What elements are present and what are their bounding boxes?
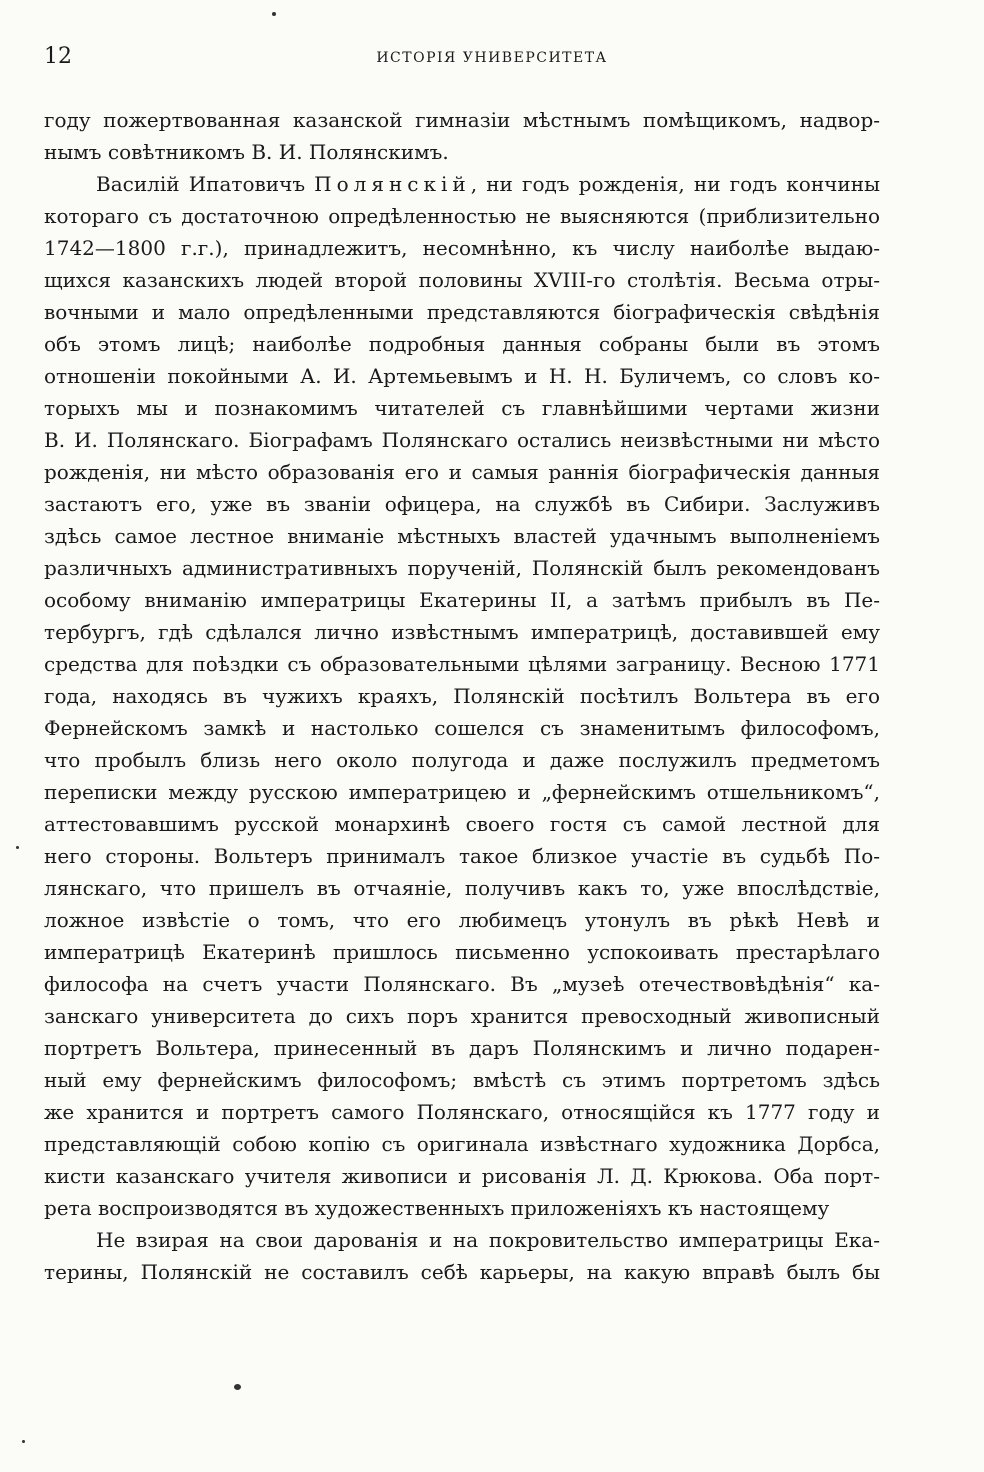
text-line: философа на счетъ участи Полянскаго. Въ „музеѣ отечествовѣдѣнія“ ка-: [44, 972, 880, 996]
text-line: котораго съ достаточною опредѣленностью не выясняются (приблизительно: [44, 204, 880, 228]
text-line: щихся казанскихъ людей второй половины XVIII-го столѣтія. Весьма отры-: [44, 268, 880, 292]
text-line: занскаго университета до сихъ поръ хранится превосходный живописный: [44, 1004, 880, 1028]
scan-speck: [16, 846, 19, 849]
text-line: ложное извѣстіе о томъ, что его любимецъ утонулъ въ рѣкѣ Невѣ и: [44, 908, 880, 932]
text-line: нымъ совѣтникомъ В. И. Полянскимъ.: [44, 140, 449, 164]
text-line: 1742—1800 г.г.), принадлежитъ, несомнѣнно, къ числу наиболѣе выдаю-: [44, 236, 880, 260]
text-line: [44, 168, 880, 200]
text-line: объ этомъ лицѣ; наиболѣе подробныя данныя собраны были въ этомъ: [44, 332, 880, 356]
text-line: рожденія, ни мѣсто образованія его и самыя раннія біографическія данныя: [44, 460, 880, 484]
scan-speck: [22, 1440, 25, 1443]
text-line: тербургъ, гдѣ сдѣлался лично извѣстнымъ императрицѣ, доставившей ему: [44, 620, 880, 644]
text-line: же хранится и портретъ самого Полянскаго, относящійся къ 1777 году и: [44, 1100, 880, 1124]
running-head: ИСТОРІЯ УНИВЕРСИТЕТА: [376, 50, 608, 66]
text-line: средства для поѣздки съ образовательными цѣлями заграницу. Весною 1771: [44, 652, 880, 676]
text-run: , ни годъ рожденія, ни годъ кончины: [470, 172, 880, 196]
text-line: года, находясь въ чужихъ краяхъ, Полянскій посѣтилъ Вольтера въ его: [44, 684, 880, 708]
text-line: застаютъ его, уже въ званіи офицера, на службѣ въ Сибири. Заслуживъ: [44, 492, 880, 516]
text-line: вочными и мало опредѣленными представляются біографическія свѣдѣнія: [44, 300, 880, 324]
text-line: Фернейскомъ замкѣ и настолько сошелся съ знаменитымъ философомъ,: [44, 716, 880, 740]
scan-speck: [234, 1384, 241, 1390]
page-number: 12: [44, 44, 72, 69]
text-line: кисти казанскаго учителя живописи и рисованія Л. Д. Крюкова. Оба порт-: [44, 1164, 880, 1188]
text-line: рета воспроизводятся въ художественныхъ приложеніяхъ къ настоящему: [44, 1196, 830, 1220]
text-line: Не взирая на свои дарованія и на покровительство императрицы Ека-: [96, 1228, 880, 1252]
text-line: императрицѣ Екатеринѣ пришлось письменно успокоивать престарѣлаго: [44, 940, 880, 964]
text-line: В. И. Полянскаго. Біографамъ Полянскаго остались неизвѣстными ни мѣсто: [44, 428, 880, 452]
text-line: что пробылъ близь него около полугода и даже послужилъ предметомъ: [44, 748, 880, 772]
text-line: портретъ Вольтера, принесенный въ даръ Полянскимъ и лично подарен-: [44, 1036, 880, 1060]
text-line: него стороны. Вольтеръ принималъ такое близкое участіе въ судьбѣ По-: [44, 844, 880, 868]
text-line: торыхъ мы и познакомимъ читателей съ главнѣйшими чертами жизни: [44, 396, 880, 420]
text-line: ный ему фернейскимъ философомъ; вмѣстѣ съ этимъ портретомъ здѣсь: [44, 1068, 880, 1092]
text-run: Василій Ипатовичъ: [96, 172, 315, 196]
body-text: [44, 104, 880, 1288]
text-line: лянскаго, что пришелъ въ отчаяніе, получивъ какъ то, уже впослѣдствіе,: [44, 876, 880, 900]
text-line: терины, Полянскій не составилъ себѣ карьеры, на какую вправѣ былъ бы: [44, 1260, 880, 1284]
text-line: отношеніи покойными А. И. Артемьевымъ и Н. Н. Буличемъ, со словъ ко-: [44, 364, 880, 388]
text-line: году пожертвованная казанской гимназіи мѣстнымъ помѣщикомъ, надвор-: [44, 108, 880, 132]
text-line: здѣсь самое лестное вниманіе мѣстныхъ властей удачнымъ выполненіемъ: [44, 524, 880, 548]
spaced-name: Полянскій: [314, 172, 471, 196]
text-line: представляющій собою копію съ оригинала извѣстнаго художника Дорбса,: [44, 1132, 880, 1156]
text-line: особому вниманію императрицы Екатерины II, а затѣмъ прибылъ въ Пе-: [44, 588, 880, 612]
text-line: различныхъ административныхъ порученій, Полянскій былъ рекомендованъ: [44, 556, 880, 580]
text-line: аттестовавшимъ русской монархинѣ своего гостя съ самой лестной для: [44, 812, 880, 836]
text-line: переписки между русскою императрицею и „фернейскимъ отшельникомъ“,: [44, 780, 880, 804]
scan-speck: [272, 12, 276, 16]
